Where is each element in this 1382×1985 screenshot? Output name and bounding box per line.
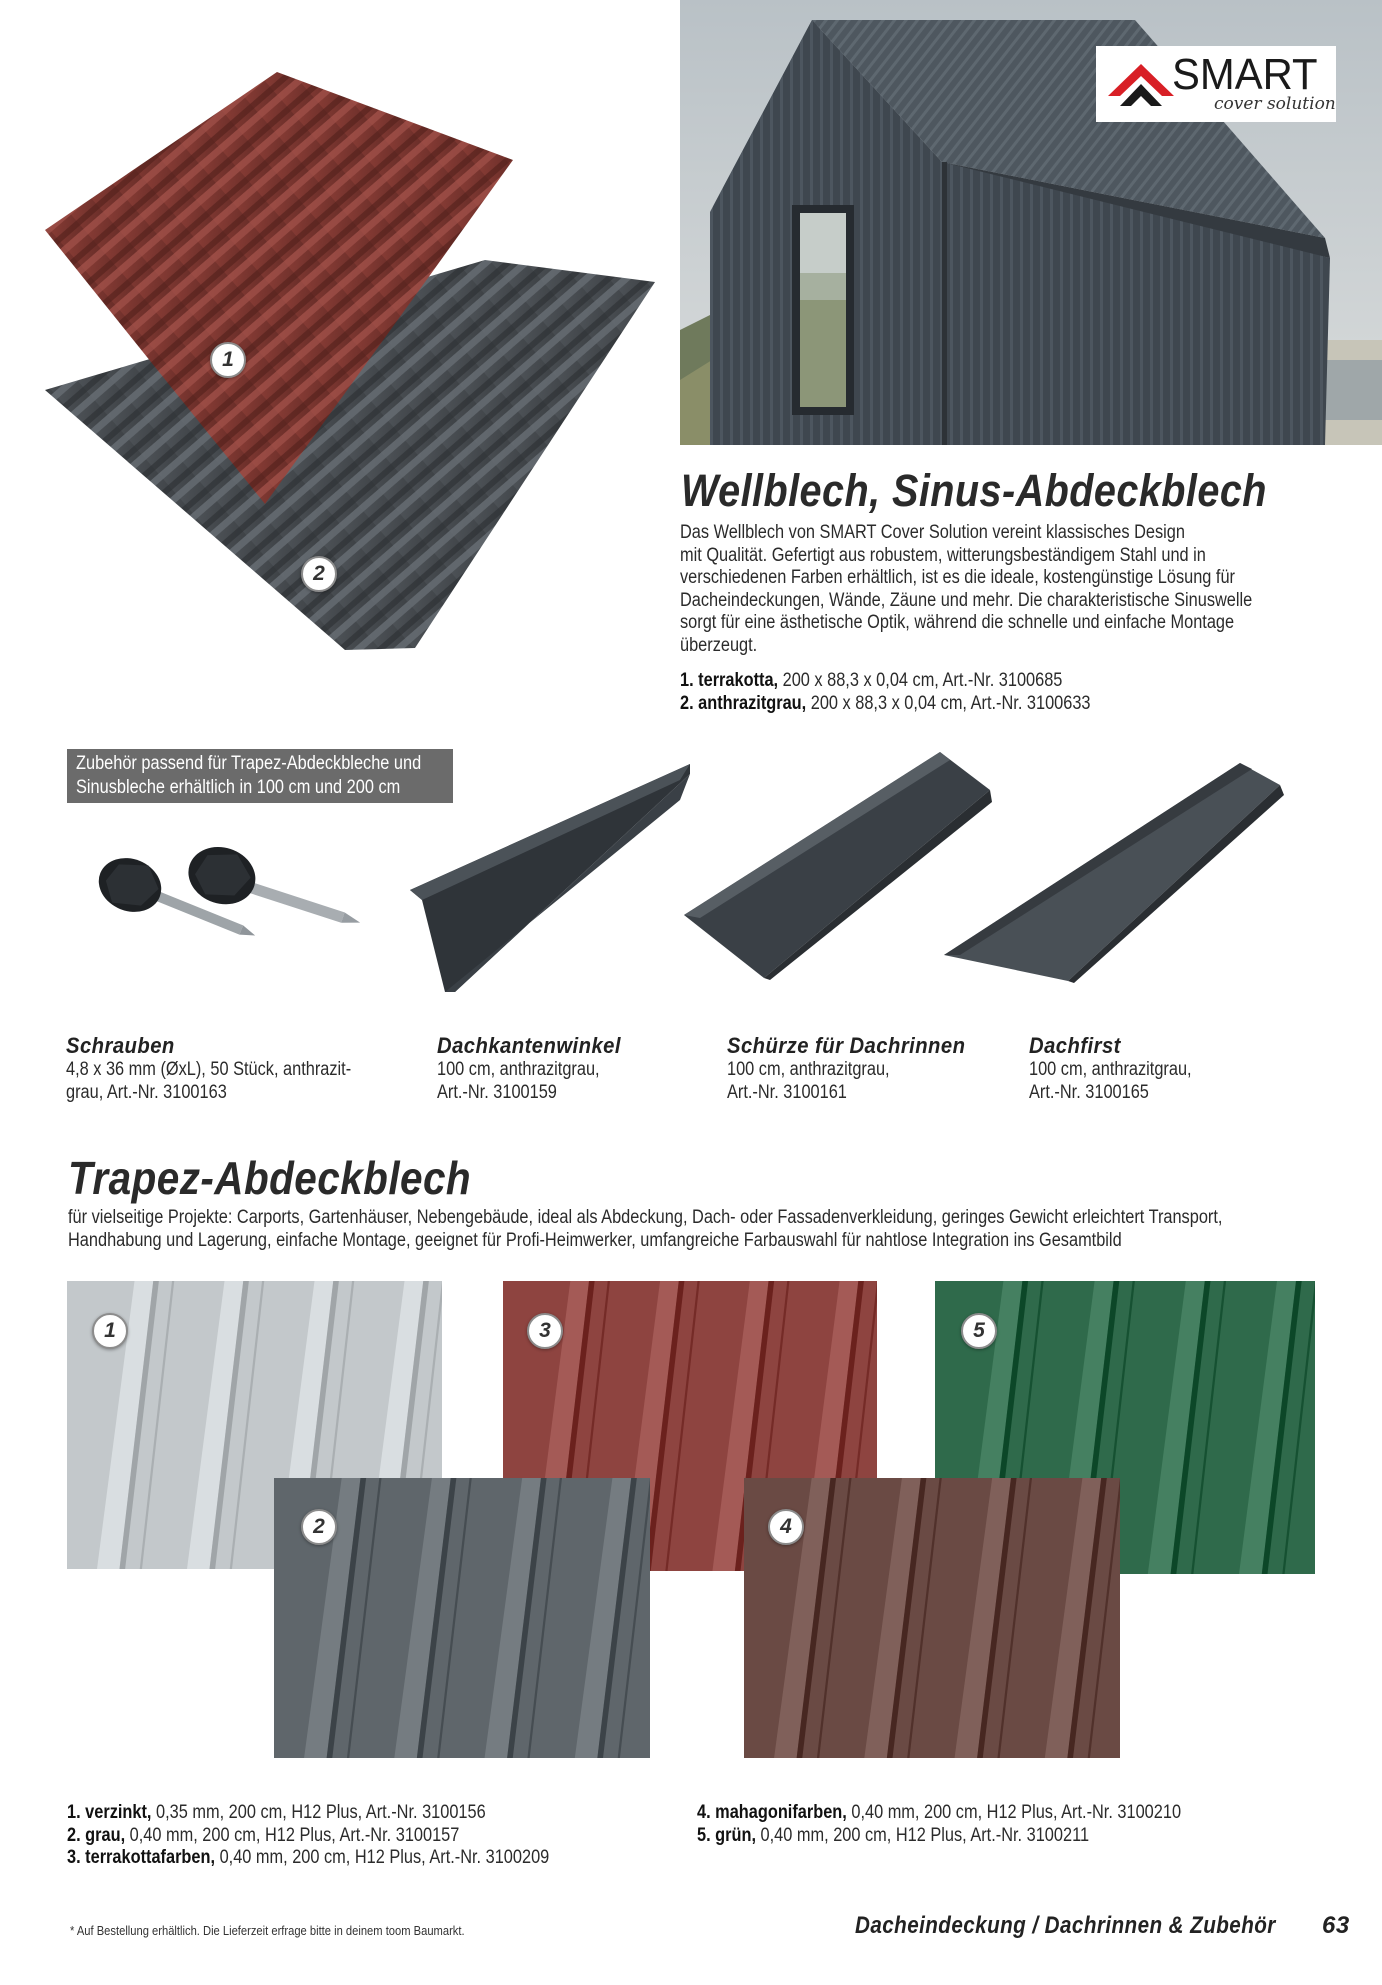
accessory-line: 100 cm, anthrazitgrau, bbox=[1029, 1059, 1192, 1080]
screws-image bbox=[70, 830, 370, 970]
trapez-badge-3: 3 bbox=[527, 1313, 563, 1349]
trapez-variants-left bbox=[67, 1802, 549, 1870]
wellblech-variant-1: 1. terrakotta, 200 x 88,3 x 0,04 cm, Art.-Nr. 3100685 bbox=[680, 670, 1063, 691]
wellblech-desc-line: verschiedenen Farben erhältlich, ist es die ideale, kostengünstige Lösung für bbox=[680, 567, 1235, 588]
wellblech-variants bbox=[680, 670, 1091, 715]
trapez-badge-2: 2 bbox=[301, 1509, 337, 1545]
wellblech-title: Wellblech, Sinus-Abdeckblech bbox=[681, 465, 1267, 516]
banner-line: Zubehör passend für Trapez-Abdeckbleche und bbox=[76, 753, 422, 774]
trapez-badge-5: 5 bbox=[961, 1313, 997, 1349]
trapez-variant-2: 2. grau, 0,40 mm, 200 cm, H12 Plus, Art.-Nr. 3100157 bbox=[67, 1824, 460, 1846]
accessory-details bbox=[66, 1059, 351, 1104]
accessory-name: Dachfirst bbox=[1029, 1033, 1121, 1058]
accessory-details bbox=[437, 1059, 609, 1104]
house-photo bbox=[680, 0, 1382, 445]
trapez-variant-4: 4. mahagonifarben, 0,40 mm, 200 cm, H12 Plus, Art.-Nr. 3100210 bbox=[697, 1802, 1182, 1823]
accessory-line: grau, Art.-Nr. 3100163 bbox=[66, 1081, 227, 1103]
accessory-details bbox=[1029, 1059, 1192, 1104]
wellblech-sheets-image bbox=[40, 60, 680, 660]
wellblech-desc-line: Dacheindeckungen, Wände, Zäune und mehr. Die charakteristische Sinuswelle bbox=[680, 589, 1253, 611]
dachfirst-image bbox=[940, 755, 1290, 985]
dachkantenwinkel-image bbox=[400, 760, 700, 1000]
accessory-name: Dachkantenwinkel bbox=[437, 1033, 621, 1058]
accessory-line: Art.-Nr. 3100161 bbox=[727, 1081, 847, 1103]
page-number: 63 bbox=[1322, 1912, 1350, 1939]
accessory-schuerze bbox=[727, 1033, 986, 1104]
accessory-line: Art.-Nr. 3100165 bbox=[1029, 1081, 1149, 1103]
accessory-dachfirst bbox=[1029, 1033, 1218, 1104]
wellblech-desc-line: Das Wellblech von SMART Cover Solution vereint klassisches Design bbox=[680, 522, 1185, 543]
wellblech-variant-2: 2. anthrazitgrau, 200 x 88,3 x 0,04 cm, Art.-Nr. 3100633 bbox=[680, 692, 1091, 714]
accessories-banner-text bbox=[76, 752, 421, 800]
trapez-description bbox=[68, 1207, 1222, 1252]
smart-logo bbox=[1096, 46, 1336, 122]
wellblech-desc-line: sorgt für eine ästhetische Optik, während die schnelle und einfache Montage bbox=[680, 612, 1235, 633]
accessory-details bbox=[727, 1059, 950, 1104]
accessory-schrauben bbox=[66, 1033, 398, 1104]
trapez-desc-line: Handhabung und Lagerung, einfache Montage, geeignet für Profi-Heimwerker, umfangreiche Farbauswahl für nahtlose Integration ins Gesamtbild bbox=[68, 1229, 1122, 1251]
trapez-variant-3: 3. terrakottafarben, 0,40 mm, 200 cm, H12 Plus, Art.-Nr. 3100209 bbox=[67, 1847, 550, 1868]
accessory-line: 100 cm, anthrazitgrau, bbox=[727, 1059, 890, 1080]
logo-tagline: cover solution bbox=[1214, 94, 1336, 114]
accessory-name: Schürze für Dachrinnen bbox=[727, 1033, 966, 1058]
accessory-line: 4,8 x 36 mm (ØxL), 50 Stück, anthrazit- bbox=[66, 1059, 352, 1080]
accessory-dachkantenwinkel bbox=[437, 1033, 637, 1104]
footer-section-title: Dacheindeckung / Dachrinnen & Zubehör bbox=[855, 1912, 1276, 1939]
trapez-badge-4: 4 bbox=[768, 1509, 804, 1545]
roof-logo-icon bbox=[1104, 58, 1178, 108]
wellblech-desc-line: mit Qualität. Gefertigt aus robustem, witterungsbeständigem Stahl und in bbox=[680, 544, 1206, 566]
logo-brand: SMART bbox=[1172, 50, 1318, 99]
trapez-variant-5: 5. grün, 0,40 mm, 200 cm, H12 Plus, Art.-Nr. 3100211 bbox=[697, 1824, 1090, 1846]
trapez-desc-line: für vielseitige Projekte: Carports, Gartenhäuser, Nebengebäude, ideal als Abdeckung, Dach- oder Fassadenverkleidung, geringes Gewicht erleichtert Transport, bbox=[68, 1207, 1223, 1228]
footer-note: * Auf Bestellung erhältlich. Die Lieferzeit erfrage bitte in deinem toom Baumarkt. bbox=[70, 1923, 465, 1938]
accessory-line: 100 cm, anthrazitgrau, bbox=[437, 1059, 600, 1080]
trapez-badge-1: 1 bbox=[92, 1313, 128, 1349]
trapez-title: Trapez-Abdeckblech bbox=[68, 1152, 472, 1204]
wellblech-desc-line: überzeugt. bbox=[680, 634, 758, 656]
trapez-variant-1: 1. verzinkt, 0,35 mm, 200 cm, H12 Plus, Art.-Nr. 3100156 bbox=[67, 1802, 486, 1823]
accessory-name: Schrauben bbox=[66, 1033, 175, 1058]
trapez-variants-right bbox=[697, 1802, 1181, 1847]
wellblech-description bbox=[680, 522, 1252, 657]
wellblech-badge-1: 1 bbox=[210, 342, 246, 378]
banner-line: Sinusbleche erhältlich in 100 cm und 200 cm bbox=[76, 777, 401, 798]
wellblech-badge-2: 2 bbox=[301, 556, 337, 592]
accessory-line: Art.-Nr. 3100159 bbox=[437, 1081, 557, 1103]
